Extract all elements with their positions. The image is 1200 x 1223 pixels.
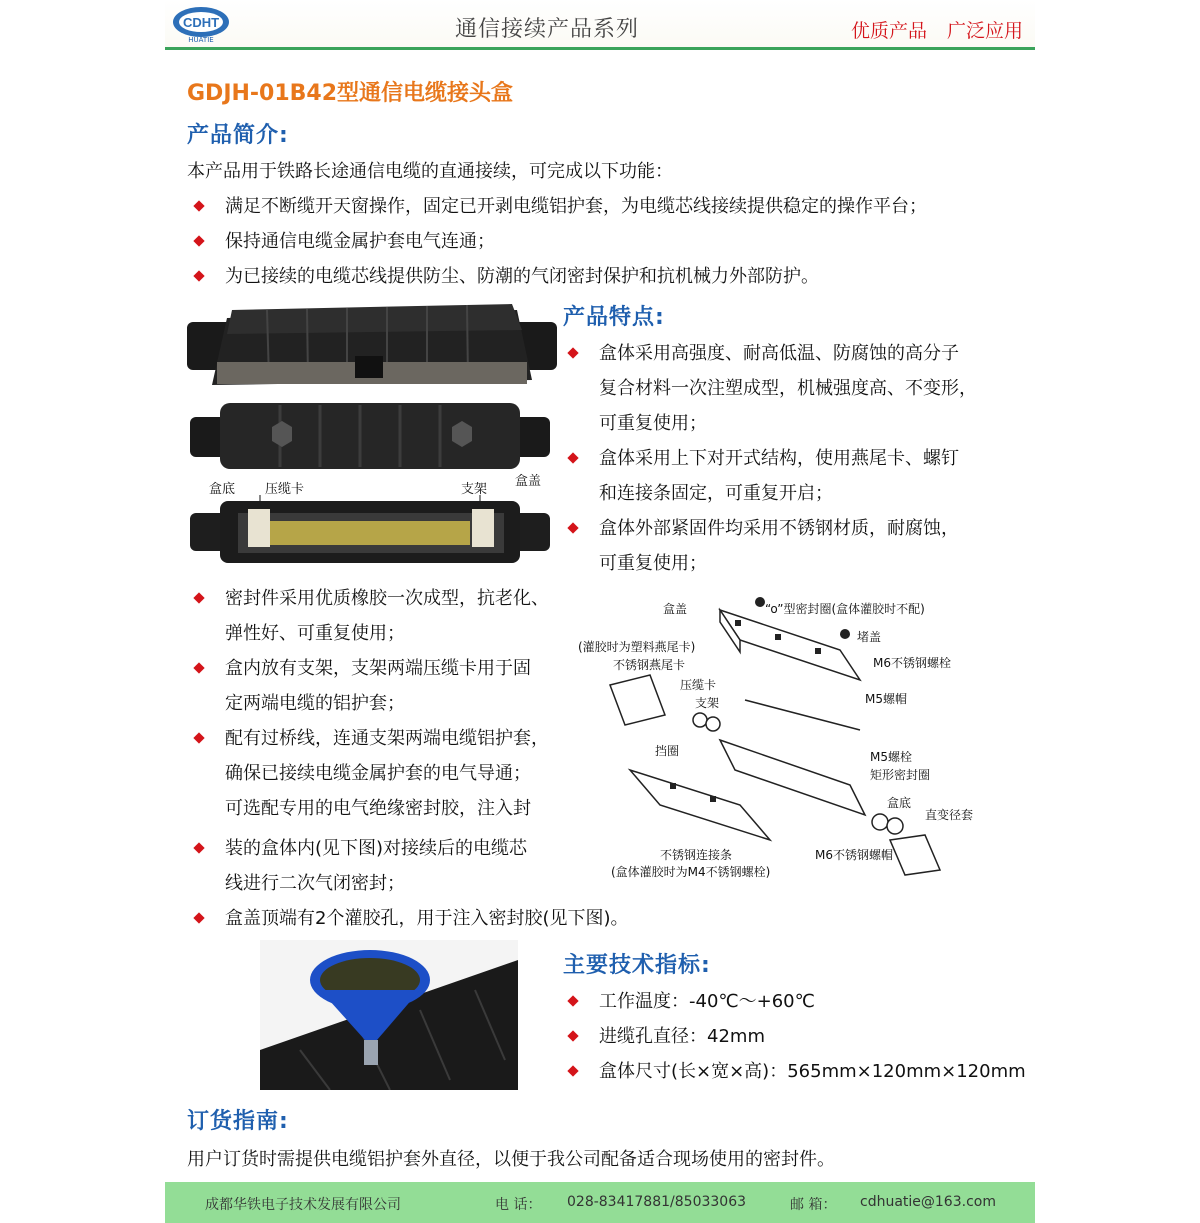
feature-bullet: 装的盒体内(见下图)对接续后的电缆芯 线进行二次气闭密封； — [195, 831, 595, 901]
page-footer — [165, 1182, 1035, 1223]
diagram-label-m6nut: M6不锈钢螺帽 — [815, 848, 893, 862]
product-photo-open-cover — [190, 397, 550, 475]
diagram-label-m5bolt: M5螺栓 — [870, 750, 912, 764]
spec-item: 进缆孔直径：42mm — [569, 1019, 1029, 1054]
photo-label-clamp: 压缆卡 — [265, 482, 305, 497]
photo-label-cover: 盒盖 — [515, 474, 542, 489]
feature-bullet: 密封件采用优质橡胶一次成型，抗老化、 弹性好、可重复使用； — [195, 581, 595, 651]
diagram-label-m6bolt: M6不锈钢螺栓 — [873, 656, 951, 670]
footer-phone-label: 电 话： — [495, 1197, 542, 1213]
product-title: GDJH-01B42型通信电缆接头盒 — [187, 81, 514, 106]
diagram-label-oring: “o”型密封圈(盒体灌胶时不配) — [765, 602, 925, 616]
intro-bullet: 保持通信电缆金属护套电气连通； — [195, 224, 1025, 259]
feature-bullet: 盒内放有支架，支架两端压缆卡用于固 定两端电缆的铝护套； — [195, 651, 595, 721]
diagram-label-plug: 堵盖 — [857, 630, 882, 644]
diagram-label-dovetail: 不锈钢燕尾卡 — [613, 658, 686, 672]
product-photo-closed — [187, 300, 557, 390]
tagline: 优质产品 广泛应用 — [850, 20, 1023, 42]
spec-item: 工作温度：-40℃～+60℃ — [569, 984, 1029, 1019]
page-header — [165, 0, 1035, 50]
diagram-label-strip: 不锈钢连接条 — [660, 848, 733, 862]
header-rule — [165, 47, 1035, 50]
order-text: 用户订货时需提供电缆铝护套外直径，以便于我公司配备适合现场使用的密封件。 — [187, 1149, 835, 1170]
intro-bullet: 满足不断缆开天窗操作，固定已开剥电缆铝护套，为电缆芯线接续提供稳定的操作平台； — [195, 189, 1025, 224]
diagram-label-reducer: 直变径套 — [925, 808, 974, 822]
page — [165, 0, 1035, 1223]
potting-photo — [260, 940, 518, 1090]
features-heading: 产品特点: — [563, 305, 665, 330]
feature-bullet: 盒盖顶端有2个灌胶孔，用于注入密封胶(见下图)。 — [195, 901, 895, 936]
intro-lead: 本产品用于铁路长途通信电缆的直通接续，可完成以下功能： — [187, 161, 673, 182]
feature-bullet: 配有过桥线，连通支架两端电缆铝护套， 确保已接续电缆金属护套的电气导通； 可选配专用的电气绝缘密封胶，注入封 — [195, 721, 595, 826]
footer-email: cdhuatie@163.com — [860, 1194, 996, 1210]
feature-bullet: 盒体采用上下对开式结构，使用燕尾卡、螺钉 和连接条固定，可重复开启； — [569, 441, 1029, 511]
logo-subtext: HUATIE — [188, 36, 214, 44]
specs-heading: 主要技术指标: — [563, 953, 711, 978]
spec-item: 盒体尺寸(长×宽×高)：565mm×120mm×120mm — [569, 1054, 1029, 1089]
feature-bullet: 盒体外部紧固件均采用不锈钢材质，耐腐蚀， 可重复使用； — [569, 511, 1029, 581]
photo-label-bracket: 支架 — [461, 482, 488, 497]
exploded-diagram — [590, 590, 1010, 890]
series-title: 通信接续产品系列 — [455, 17, 640, 42]
diagram-label-dovetail-note: (灌胶时为塑料燕尾卡) — [578, 640, 696, 654]
footer-company: 成都华铁电子技术发展有限公司 — [205, 1197, 401, 1213]
diagram-label-base: 盒底 — [887, 796, 912, 810]
feature-bullet: 盒体采用高强度、耐高低温、防腐蚀的高分子 复合材料一次注塑成型，机械强度高、不变形， 可重复使用； — [569, 336, 1029, 441]
diagram-label-rect-seal: 矩形密封圈 — [870, 768, 931, 782]
diagram-label-bracket: 支架 — [695, 696, 720, 710]
order-heading: 订货指南: — [187, 1109, 289, 1134]
diagram-label-cover: 盒盖 — [663, 602, 688, 616]
intro-heading: 产品简介: — [187, 123, 289, 148]
diagram-label-ring: 挡圈 — [655, 744, 680, 758]
footer-email-label: 邮 箱： — [790, 1197, 837, 1213]
product-photo-base — [190, 495, 550, 570]
footer-phone: 028-83417881/85033063 — [567, 1194, 747, 1210]
diagram-label-m5nut: M5螺帽 — [865, 692, 907, 706]
logo-text: CDHT — [182, 15, 220, 30]
diagram-label-strip-note: (盒体灌胶时为M4不锈钢螺栓) — [611, 865, 771, 879]
photo-label-base: 盒底 — [209, 482, 236, 497]
intro-bullet: 为已接续的电缆芯线提供防尘、防潮的气闭密封保护和抗机械力外部防护。 — [195, 259, 1025, 294]
diagram-label-clamp: 压缆卡 — [680, 678, 717, 692]
